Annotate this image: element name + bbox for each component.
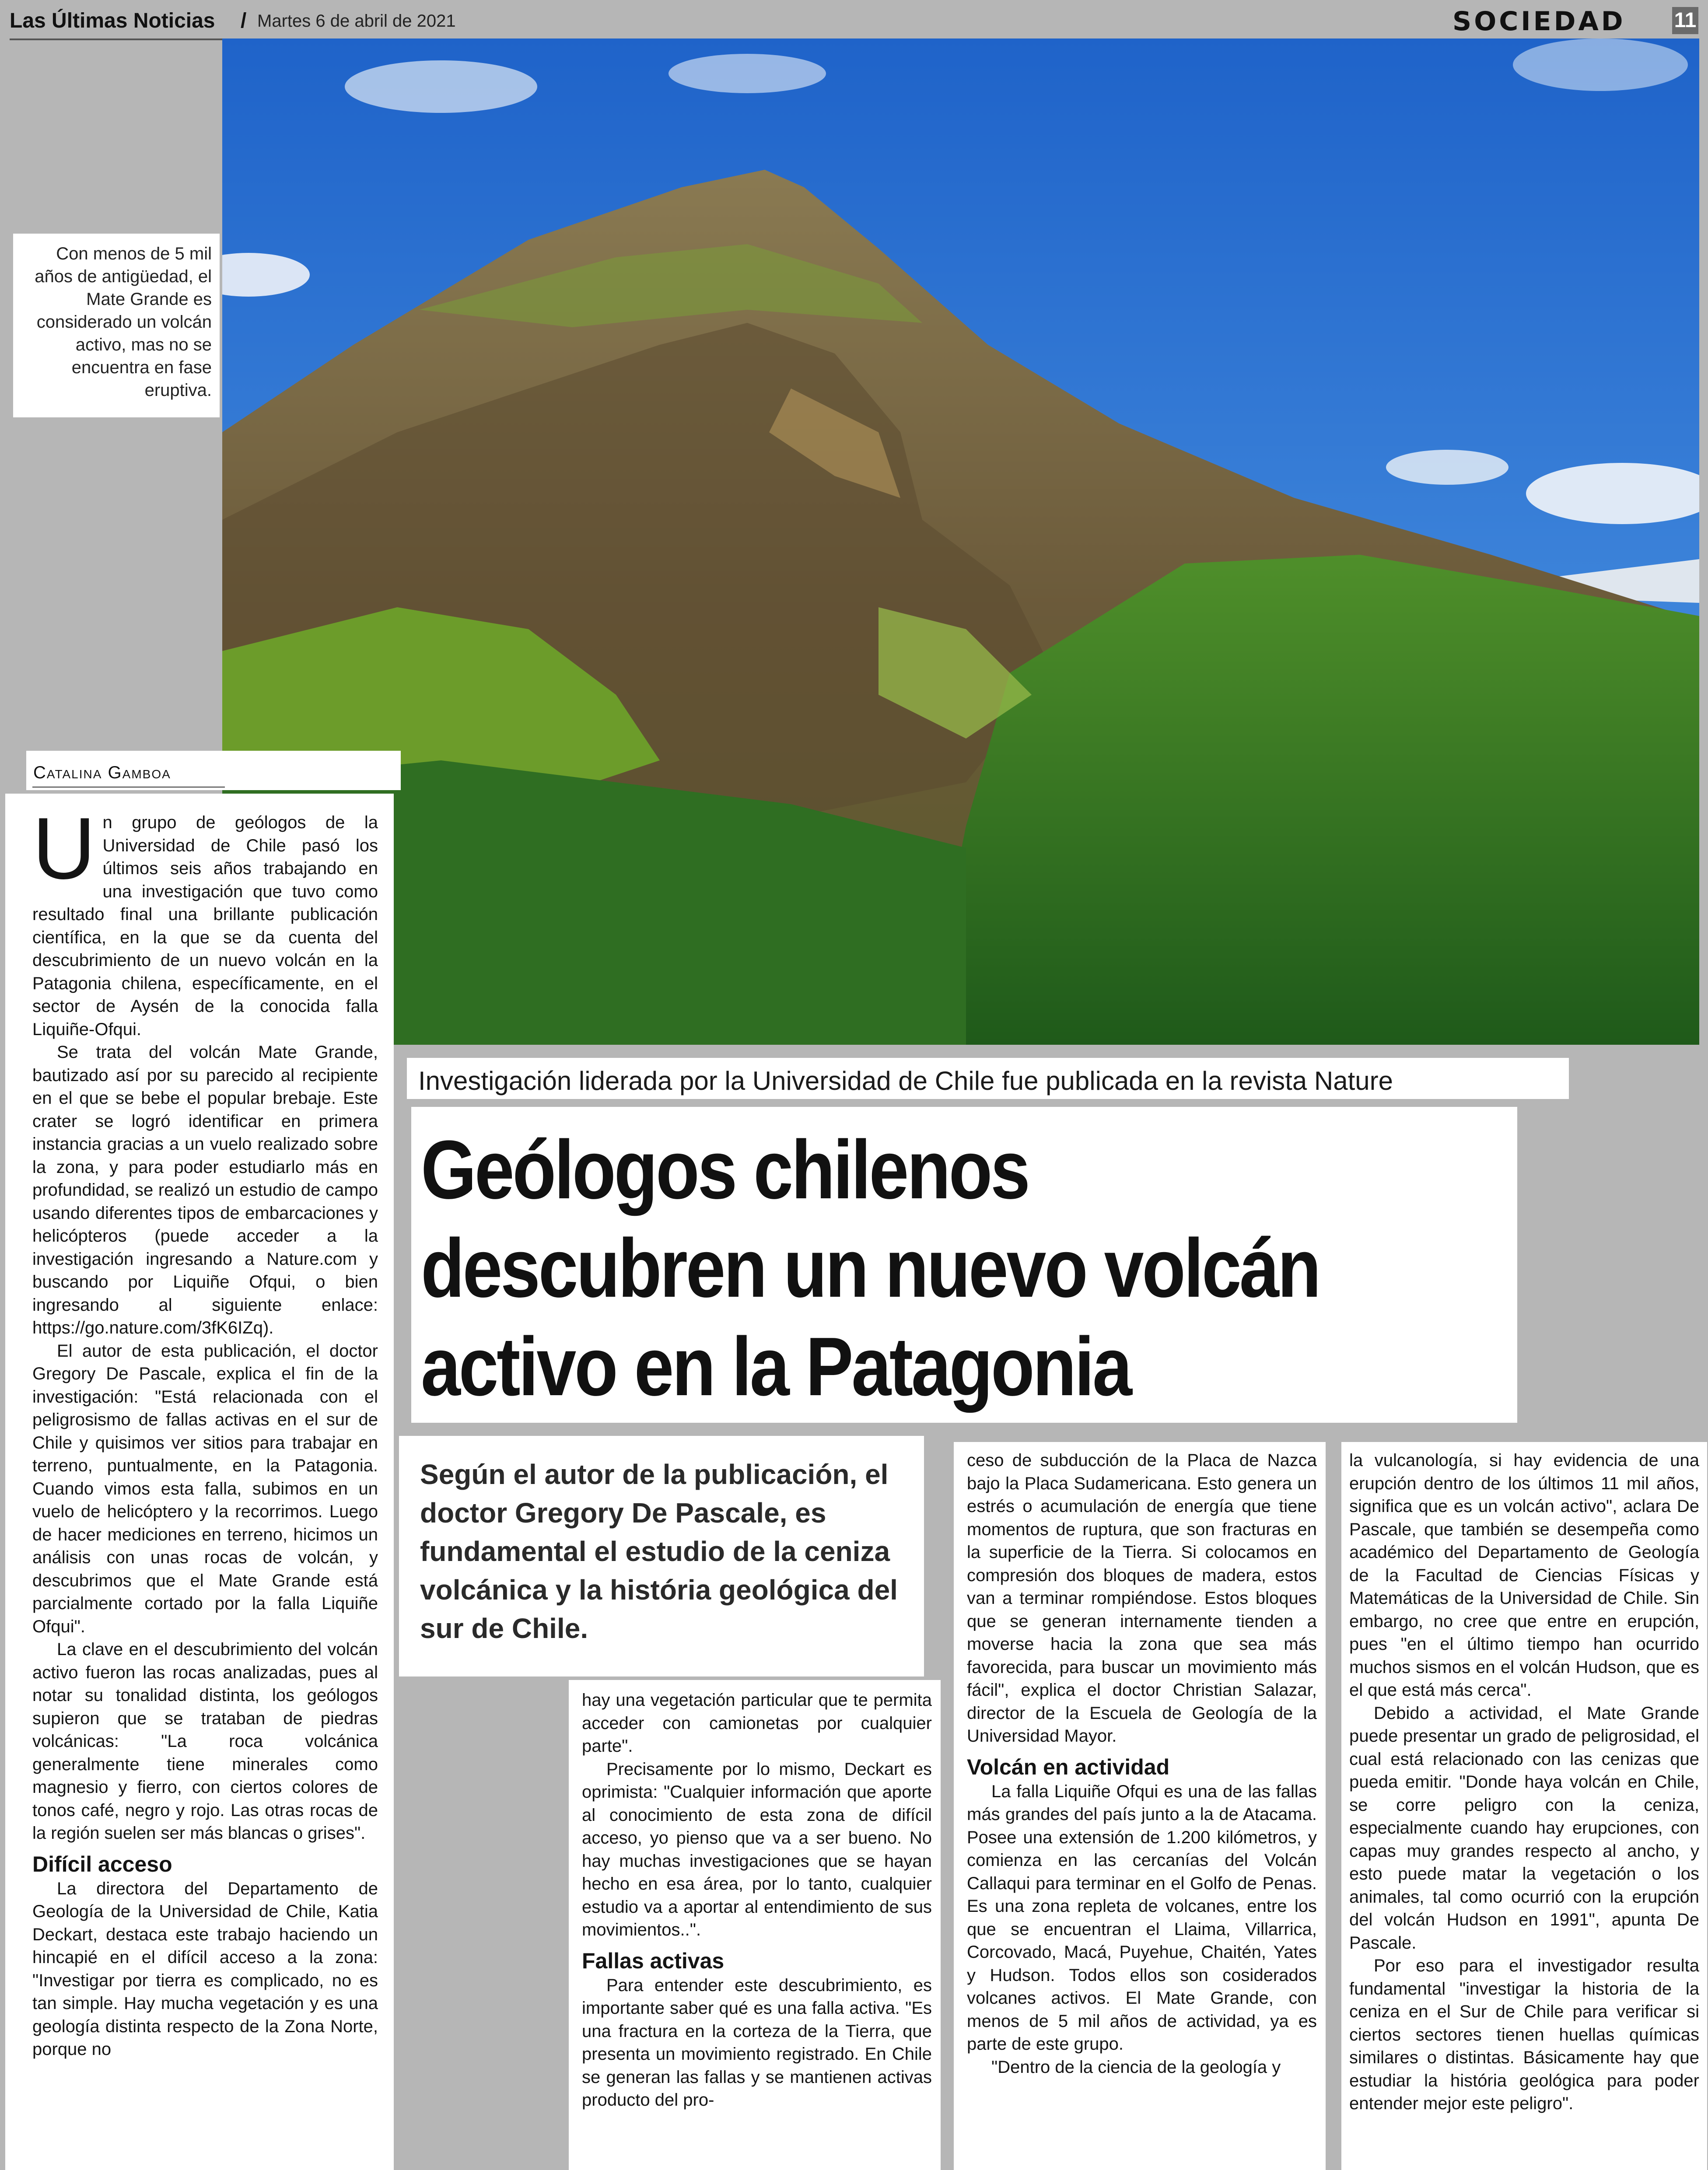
paragraph: "Dentro de la ciencia de la geología y [991,2057,1281,2077]
drop-cap: U [32,800,96,897]
section-heading: Fallas activas [582,1948,724,1973]
article-column-3 [954,1442,1326,2170]
deck: Según el autor de la publicación, el doctor Gregory De Pascale, es fundamental el estudio de la ceniza volcánica y la história geológica del sur de Chile. [420,1459,898,1644]
article-column-4 [1341,1442,1707,2170]
publication-name: Las Últimas Noticias [10,9,215,32]
page-number: 11 [1672,7,1698,34]
paragraph: La directora del Departamento de Geología de la Universidad de Chile, Katia Deckart, destaca este trabajo haciendo un hincapié en el difícil acceso a la zona: "Investigar por tierra es complicado, no es tan simple. Hay mucha vegetación y es una geología distinta respecto de la Zona Norte, porque no [32,1879,378,2059]
byline-rule [32,787,225,788]
section-heading: Volcán en actividad [967,1754,1170,1779]
headline-line: Geólogos chilenos [421,1124,1029,1216]
headline [421,1121,1362,1416]
header-separator: / [241,9,247,32]
subhead-box [407,1058,1569,1099]
article-column-1 [5,794,394,2170]
photo-caption-text: Con menos de 5 mil años de antigüedad, el Mate Grande es considerado un volcán activo, mas no se encuentra en fase eruptiva. [35,244,212,400]
masthead [10,4,1698,40]
publication-date: Martes 6 de abril de 2021 [257,11,456,31]
section-label: SOCIEDAD [1452,6,1626,37]
paragraph: La clave en el descubrimiento del volcán activo fueron las rocas analizadas, pues al notar su tonalidad distinta, los geólogos supieron que se trataban de piedras volcánicas: "La roca volcánica generalmente tiene minerales como magnesio y fierro, con ciertos colores de tonos café, negro y rojo. Las otras rocas de la región suelen ser más blancas o grises". [32,1640,378,1843]
section-heading: Difícil acceso [32,1852,172,1876]
headline-box [411,1107,1517,1423]
paragraph: Debido a actividad, el Mate Grande puede presentar un grado de peligrosidad, el cual está relacionado con las cenizas que pueda emitir. "Donde haya volcán en Chile, se corre peligro con la ceniza, especialmente cuando hay erupciones, con capas muy grandes respecto al ancho, y esto puede matar la vegetación o los animales, tal como ocurrió con la erupción del volcán Hudson en 1991", apunta De Pascale. [1349,1703,1699,1953]
headline-line: descubren un nuevo volcán [421,1222,1320,1315]
paragraph: Un grupo de geólogos de la Universidad de Chile pasó los últimos seis años trabajando en una investigación que tuvo como resultado final una brillante publicación científica, en la que se da cuenta del descubrimiento de un nuevo volcán en la Patagonia chilena, específicamente, en el sector de Aysén de la conocida falla Liquiñe-Ofqui. [32,800,378,1039]
headline-line: activo en la Patagonia [421,1320,1130,1413]
paragraph: El autor de esta publicación, el doctor Gregory De Pascale, explica el fin de la investigación: "Está relacionada con el peligrosismo de fallas activas en el sur de Chile y quisimos ver sitios para trabajar en terreno, puntualmente, en la Patagonia. Cuando vimos esta falla, subimos en un vuelo de helicóptero y la recorrimos. Luego de hacer mediciones en terreno, hicimos un análisis con unas rocas de volcán, y descubrimos que el Mate Grande está parcialmente cortado por la falla Liquiñe Ofqui". [32,1341,378,1636]
author-name: Catalina Gamboa [33,763,171,782]
deck-box [399,1436,924,1676]
paragraph: Por eso para el investigador resulta fundamental "investigar la historia de la ceniza en el Sur de Chile para verificar si ciertos sectores tienen huellas químicas similares o distintas. Básicamente hay que estudiar la história geológica para poder entender mejor este peligro". [1349,1956,1699,2113]
paragraph: ceso de subducción de la Placa de Nazca bajo la Placa Sudamericana. Esto genera un estrés o acumulación de energía que tiene momentos de ruptura, que son fracturas en la superficie de la Tierra. Si colocamos en compresión dos bloques de madera, estos van a terminar rompiéndose. Estos bloques que se generan internamente tienden a moverse hacia la zona que sea más favorecida, para buscar un movimiento más fácil", explica el doctor Christian Salazar, director de la Escuela de Geología de la Universidad Mayor. [967,1451,1317,1746]
byline [26,751,401,790]
article-column-2 [569,1680,941,2170]
paragraph: La falla Liquiñe Ofqui es una de las fallas más grandes del país junto a la de Atacama. Posee una extensión de 1.200 kilómetros, y comienza en las cercanías del Volcán Callaqui para terminar en el Golfo de Penas. Es una zona repleta de volcanes, entre los que se encuentran el Llaima, Villarrica, Corcovado, Macá, Puyehue, Chaitén, Yates y Hudson. Todos ellos son cosiderados volcanes activos. El Mate Grande, con menos de 5 mil años de actividad, ya es parte de este grupo. [967,1782,1317,2054]
photo-caption [13,234,220,417]
paragraph: Se trata del volcán Mate Grande, bautizado así por su parecido al recipiente en el que se bebe el popular brebaje. Este crater se logró identificar en primera instancia gracias a un vuelo realizado sobre la zona, y para poder estudiarlo más en profundidad, se realizó un estudio de campo usando diferentes tipos de embarcaciones y helicópteros (puede acceder a la investigación ingresando a Nature.com y buscando por Liquiñe Ofqui, o bien ingresando al siguiente enlace: https://go.nature.com/3fK6IZq). [32,1043,378,1337]
mountain-illustration [222,38,1699,1045]
paragraph: hay una vegetación particular que te permita acceder con camionetas por cualquier parte". [582,1690,932,1756]
paragraph: Para entender este descubrimiento, es importante saber qué es una falla activa. "Es una fractura en la corteza de la Tierra, que presenta un movimiento registrado. En Chile se generan las fallas y se mantienen activas producto del pro- [582,1975,932,2110]
paragraph: la vulcanología, si hay evidencia de una erupción dentro de los últimos 11 mil años, significa que es un volcán activo", aclara De Pascale, que también se desempeña como académico del Departamento de Geología de la Facultad de Ciencias Físicas y Matemáticas de la Universidad de Chile. Sin embargo, no cree que entre en erupción, pues "en el último tiempo han ocurrido muchos sismos en el volcán Hudson, que es el que está más cerca". [1349,1451,1699,1700]
subhead: Investigación liderada por la Universidad de Chile fue publicada en la revista Nature [418,1066,1393,1096]
mountain-photo [222,38,1699,1045]
paragraph: Precisamente por lo mismo, Deckart es oprimista: "Cualquier información que aporte al conocimiento de esta zona de difícil acceso, yo pienso que va a ser bueno. No hay muchas investigaciones que se hayan hecho en esa área, por lo tanto, cualquier estudio va a aportar al entendimiento de sus movimientos..". [582,1759,932,1939]
